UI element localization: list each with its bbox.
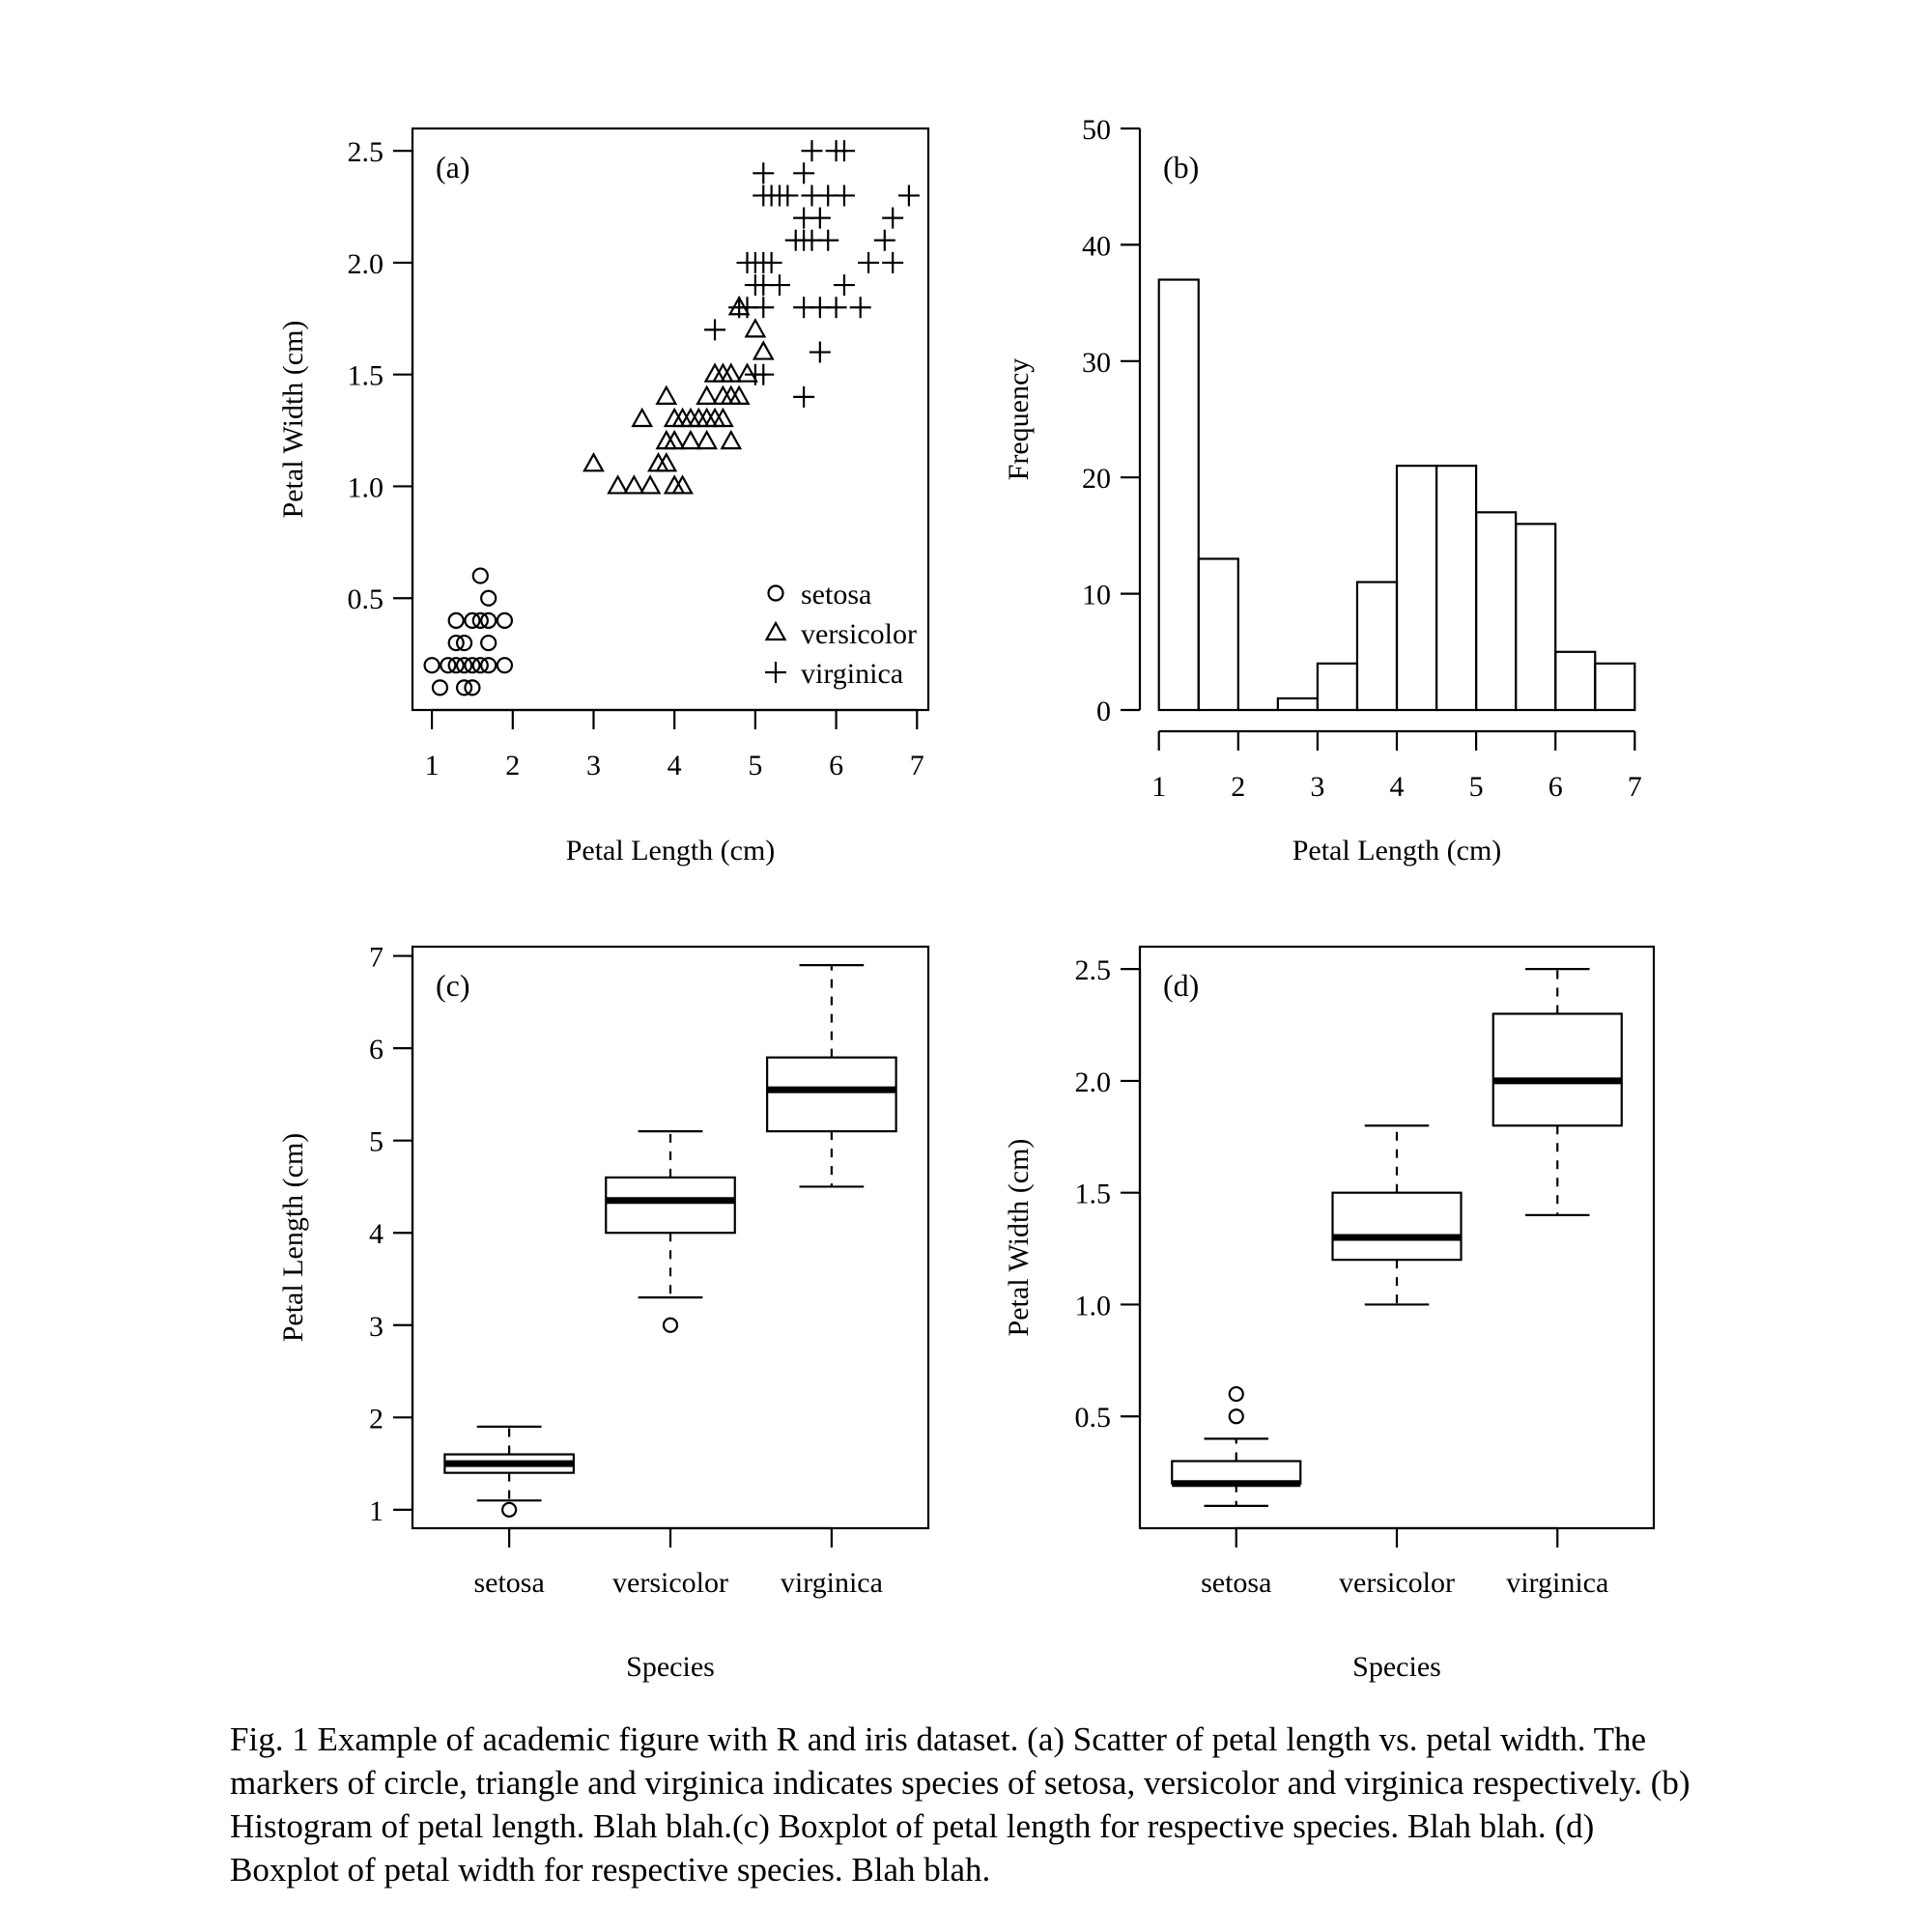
panel-c-boxplot <box>277 942 928 1683</box>
panel-b-y-tick-label: 40 <box>1082 230 1111 263</box>
panel-c-y-tick-label: 4 <box>369 1218 384 1251</box>
histogram-bar <box>1278 698 1318 710</box>
versicolor-point <box>681 432 699 448</box>
panel-a-scatter <box>277 128 928 867</box>
virginica-point <box>874 230 895 251</box>
outlier-point <box>664 1319 677 1332</box>
panel-a-x-tick-label: 2 <box>505 750 521 781</box>
series-versicolor <box>584 298 773 493</box>
panel-b-y-tick-label: 30 <box>1082 346 1111 379</box>
box-iqr <box>1493 1013 1622 1125</box>
panel-b-y-label: Frequency <box>1003 357 1035 481</box>
versicolor-point <box>754 343 773 359</box>
panel-b-x-tick-label: 3 <box>1310 771 1325 803</box>
panel-d-x-axis <box>1201 1528 1608 1599</box>
panel-a-y-tick-label: 1.5 <box>347 359 384 392</box>
legend-virginica-marker <box>765 662 786 683</box>
panel-b-y-tick-label: 0 <box>1096 696 1111 727</box>
panel-b-x-tick-label: 6 <box>1548 771 1563 803</box>
panel-c-y-tick-label: 3 <box>369 1310 384 1343</box>
virginica-point <box>810 342 831 363</box>
panel-d-y-tick-label: 0.5 <box>1074 1402 1111 1435</box>
panel-d-x-tick-label: virginica <box>1506 1567 1609 1599</box>
panel-b-x-tick-label: 1 <box>1151 771 1167 803</box>
virginica-point <box>826 297 847 318</box>
virginica-point <box>769 274 790 296</box>
panel-b-x-axis <box>1151 731 1642 803</box>
versicolor-point <box>609 476 627 493</box>
virginica-point <box>898 185 920 206</box>
panel-c-y-label: Petal Length (cm) <box>277 1132 309 1343</box>
virginica-point <box>801 140 822 161</box>
versicolor-point <box>722 432 740 448</box>
setosa-point <box>449 613 464 628</box>
legend-setosa-marker <box>769 586 783 601</box>
panel-c-x-label: Species <box>626 1651 715 1683</box>
panel-a-x-axis <box>425 710 924 781</box>
outlier-point <box>502 1503 516 1517</box>
panel-d-x-tick-label: versicolor <box>1339 1567 1455 1599</box>
panel-c-x-tick-label: versicolor <box>612 1567 728 1599</box>
panel-a-y-tick-label: 2.0 <box>347 247 384 280</box>
panel-d-label: (d) <box>1163 968 1200 1003</box>
box-versicolor <box>1333 1125 1462 1304</box>
versicolor-point <box>738 365 756 382</box>
panel-b-y-tick-label: 50 <box>1082 114 1111 146</box>
panel-b-x-tick-label: 2 <box>1231 771 1246 803</box>
panel-a-label: (a) <box>436 150 470 185</box>
setosa-point <box>425 658 440 672</box>
virginica-point <box>834 185 855 206</box>
panel-a-x-tick-label: 6 <box>829 750 844 781</box>
outlier-point <box>1230 1409 1243 1423</box>
setosa-point <box>497 613 512 628</box>
panel-a-y-tick-label: 1.0 <box>347 471 384 504</box>
series-virginica <box>704 140 920 408</box>
box-iqr <box>767 1058 896 1131</box>
versicolor-point <box>641 476 660 493</box>
panel-c-y-tick-label: 6 <box>369 1034 384 1066</box>
panel-a-x-tick-label: 4 <box>667 750 682 781</box>
virginica-point <box>882 208 903 229</box>
panel-c-y-tick-label: 7 <box>369 941 384 974</box>
panel-b-histogram <box>1003 114 1642 867</box>
histogram-bar <box>1555 652 1595 710</box>
panel-b-x-label: Petal Length (cm) <box>1292 835 1502 867</box>
panel-b-x-tick-label: 5 <box>1468 771 1484 803</box>
setosa-point <box>473 569 488 583</box>
panel-b-y-axis <box>1082 114 1140 727</box>
histogram-bar <box>1199 558 1238 710</box>
panel-d-boxplot <box>1003 947 1654 1683</box>
panel-c-y-tick-label: 5 <box>369 1125 384 1158</box>
series-setosa <box>425 569 512 696</box>
virginica-point <box>834 274 855 296</box>
histogram-bar <box>1436 466 1476 710</box>
virginica-point <box>858 252 879 273</box>
panel-a-y-tick-label: 0.5 <box>347 583 384 616</box>
histogram-bar <box>1397 466 1436 710</box>
panel-d-y-axis <box>1075 954 1141 1434</box>
setosa-point <box>433 680 447 695</box>
panel-c-x-tick-label: virginica <box>780 1567 883 1599</box>
panel-d-x-tick-label: setosa <box>1201 1567 1272 1599</box>
versicolor-point <box>657 387 675 404</box>
box-setosa <box>444 1427 574 1517</box>
panel-b-y-tick-label: 20 <box>1082 463 1111 496</box>
histogram-bar <box>1516 524 1555 710</box>
virginica-point <box>793 386 814 408</box>
panel-a-x-label: Petal Length (cm) <box>565 835 776 867</box>
virginica-point <box>850 297 871 318</box>
panel-d-x-label: Species <box>1352 1651 1441 1683</box>
legend-versicolor-marker <box>767 623 785 639</box>
virginica-point <box>817 230 838 251</box>
virginica-point <box>810 208 831 229</box>
virginica-point <box>793 162 814 184</box>
panel-d-y-tick-label: 2.5 <box>1074 954 1111 987</box>
panel-d-y-label: Petal Width (cm) <box>1003 1138 1035 1337</box>
histogram-bar <box>1318 664 1357 710</box>
panel-a-x-tick-label: 1 <box>424 750 440 781</box>
versicolor-point <box>697 432 716 448</box>
box-virginica <box>767 965 896 1186</box>
box-iqr <box>1333 1193 1462 1260</box>
histogram-bar <box>1476 512 1516 710</box>
virginica-point <box>704 319 725 340</box>
versicolor-point <box>584 454 603 470</box>
figure-caption: Fig. 1 Example of academic figure with R and iris dataset. (a) Scatter of petal length vs. petal width. The markers of circle, triangle and virginica indicates species of setosa, versicolor and virginica respectively. (b) Histogram of petal length. Blah blah.(c) Boxplot of petal length for respective species. Blah blah. (d) Boxplot of petal width for respective species. Blah blah. <box>230 1720 1690 1889</box>
panel-d-y-tick-label: 1.5 <box>1074 1178 1111 1210</box>
panel-a-y-tick-label: 2.5 <box>347 136 384 169</box>
panel-a-y-label: Petal Width (cm) <box>277 320 309 519</box>
panel-c-label: (c) <box>436 968 470 1003</box>
panel-d-y-tick-label: 2.0 <box>1074 1065 1111 1098</box>
panel-b-x-tick-label: 4 <box>1389 771 1405 803</box>
panel-b-label: (b) <box>1163 150 1200 185</box>
legend-virginica-label: virginica <box>801 658 904 690</box>
histogram-bar <box>1159 280 1199 710</box>
versicolor-point <box>746 320 764 336</box>
setosa-point <box>481 636 496 650</box>
panel-a-x-tick-label: 3 <box>585 750 601 781</box>
panel-b-x-tick-label: 7 <box>1627 771 1642 803</box>
versicolor-point <box>633 410 651 426</box>
panel-c-x-axis <box>473 1528 882 1599</box>
panel-c-y-axis <box>369 942 412 1527</box>
panel-d-y-tick-label: 1.0 <box>1074 1290 1111 1322</box>
histogram-bar <box>1357 582 1397 710</box>
setosa-point <box>481 591 496 606</box>
setosa-point <box>497 658 512 672</box>
box-iqr <box>606 1178 735 1233</box>
panel-c-y-tick-label: 1 <box>369 1494 384 1527</box>
panel-a-y-axis <box>348 136 413 615</box>
versicolor-point <box>697 387 716 404</box>
panel-b-y-tick-label: 10 <box>1082 579 1111 611</box>
box-setosa <box>1172 1387 1300 1506</box>
histogram-bar <box>1595 664 1634 710</box>
panel-c-y-tick-label: 2 <box>369 1403 384 1435</box>
box-versicolor <box>606 1131 735 1332</box>
panel-c-x-tick-label: setosa <box>473 1567 545 1599</box>
virginica-point <box>882 252 903 273</box>
panel-a-x-tick-label: 5 <box>748 750 763 781</box>
panel-a-legend <box>765 579 917 690</box>
outlier-point <box>1230 1387 1243 1401</box>
legend-versicolor-label: versicolor <box>801 618 917 650</box>
versicolor-point <box>625 476 643 493</box>
panel-a-x-tick-label: 7 <box>909 750 924 781</box>
virginica-point <box>753 297 774 318</box>
box-virginica <box>1493 969 1622 1215</box>
virginica-point <box>753 162 774 184</box>
legend-setosa-label: setosa <box>801 579 872 611</box>
